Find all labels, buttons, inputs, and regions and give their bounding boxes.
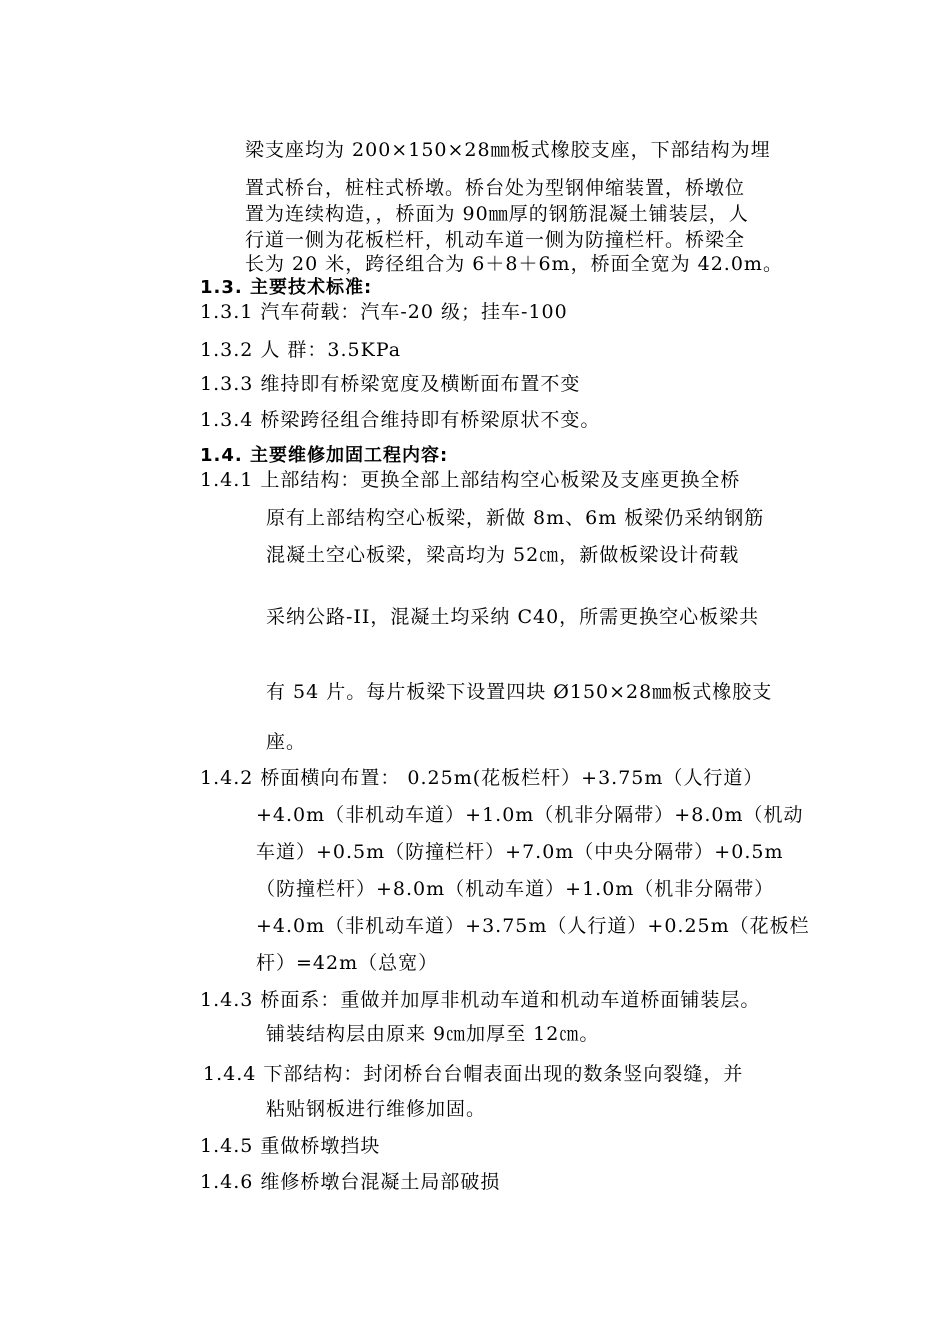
work-item-6: 1.4.6 维修桥墩台混凝土局部破损 bbox=[200, 1171, 501, 1193]
standard-item-3: 1.3.3 维持即有桥梁宽度及横断面布置不变 bbox=[200, 373, 581, 395]
work-item-4-line-2: 粘贴钢板进行维修加固。 bbox=[266, 1098, 487, 1120]
work-item-3-line-2: 铺装结构层由原来 9㎝加厚至 12㎝。 bbox=[266, 1023, 600, 1045]
standard-item-1: 1.3.1 汽车荷载：汽车-20 级；挂车-100 bbox=[200, 301, 568, 323]
work-item-1-line-6: 座。 bbox=[266, 731, 307, 753]
section-heading-1-3: 1.3. 主要技术标准: bbox=[200, 277, 373, 298]
work-item-2-line-2: +4.0m（非机动车道）+1.0m（机非分隔带）+8.0m（机动 bbox=[256, 804, 804, 826]
work-item-1-line-4: 采纳公路-II，混凝土均采纳 C40，所需更换空心板梁共 bbox=[266, 606, 760, 628]
section-heading-1-4: 1.4. 主要维修加固工程内容: bbox=[200, 445, 449, 466]
standard-item-4: 1.3.4 桥梁跨径组合维持即有桥梁原状不变。 bbox=[200, 409, 601, 431]
work-item-1-line-5: 有 54 片。每片板梁下设置四块 Ø150×28㎜板式橡胶支 bbox=[266, 681, 773, 703]
work-item-2-line-6: 杆）=42m（总宽） bbox=[256, 952, 439, 974]
intro-line-2: 置式桥台，桩柱式桥墩。桥台处为型钢伸缩装置，桥墩位 bbox=[245, 177, 746, 199]
work-item-1-line-1: 1.4.1 上部结构：更换全部上部结构空心板梁及支座更换全桥 bbox=[200, 469, 741, 491]
work-item-1-line-2: 原有上部结构空心板梁，新做 8m、6m 板梁仍采纳钢筋 bbox=[266, 507, 765, 529]
work-item-1-line-3: 混凝土空心板梁，梁高均为 52㎝，新做板梁设计荷载 bbox=[266, 544, 740, 566]
work-item-4-line-1: 1.4.4 下部结构：封闭桥台台帽表面出现的数条竖向裂缝，并 bbox=[203, 1063, 744, 1085]
work-item-5: 1.4.5 重做桥墩挡块 bbox=[200, 1135, 381, 1157]
intro-line-5: 长为 20 米，跨径组合为 6＋8＋6m，桥面全宽为 42.0m。 bbox=[245, 253, 783, 275]
intro-line-1: 梁支座均为 200×150×28㎜板式橡胶支座，下部结构为埋 bbox=[245, 139, 771, 161]
intro-line-4: 行道一侧为花板栏杆，机动车道一侧为防撞栏杆。桥梁全 bbox=[245, 229, 746, 251]
work-item-2-line-1: 1.4.2 桥面横向布置： 0.25m(花板栏杆）+3.75m（人行道） bbox=[200, 767, 764, 789]
standard-item-2: 1.3.2 人 群：3.5KPa bbox=[200, 339, 402, 361]
work-item-2-line-4: （防撞栏杆）+8.0m（机动车道）+1.0m（机非分隔带） bbox=[256, 878, 775, 900]
work-item-2-line-5: +4.0m（非机动车道）+3.75m（人行道）+0.25m（花板栏 bbox=[256, 915, 810, 937]
work-item-2-line-3: 车道）+0.5m（防撞栏杆）+7.0m（中央分隔带）+0.5m bbox=[256, 841, 784, 863]
intro-line-3: 置为连续构造，，桥面为 90㎜厚的钢筋混凝土铺装层，人 bbox=[245, 203, 749, 225]
work-item-3-line-1: 1.4.3 桥面系：重做并加厚非机动车道和机动车道桥面铺装层。 bbox=[200, 989, 761, 1011]
